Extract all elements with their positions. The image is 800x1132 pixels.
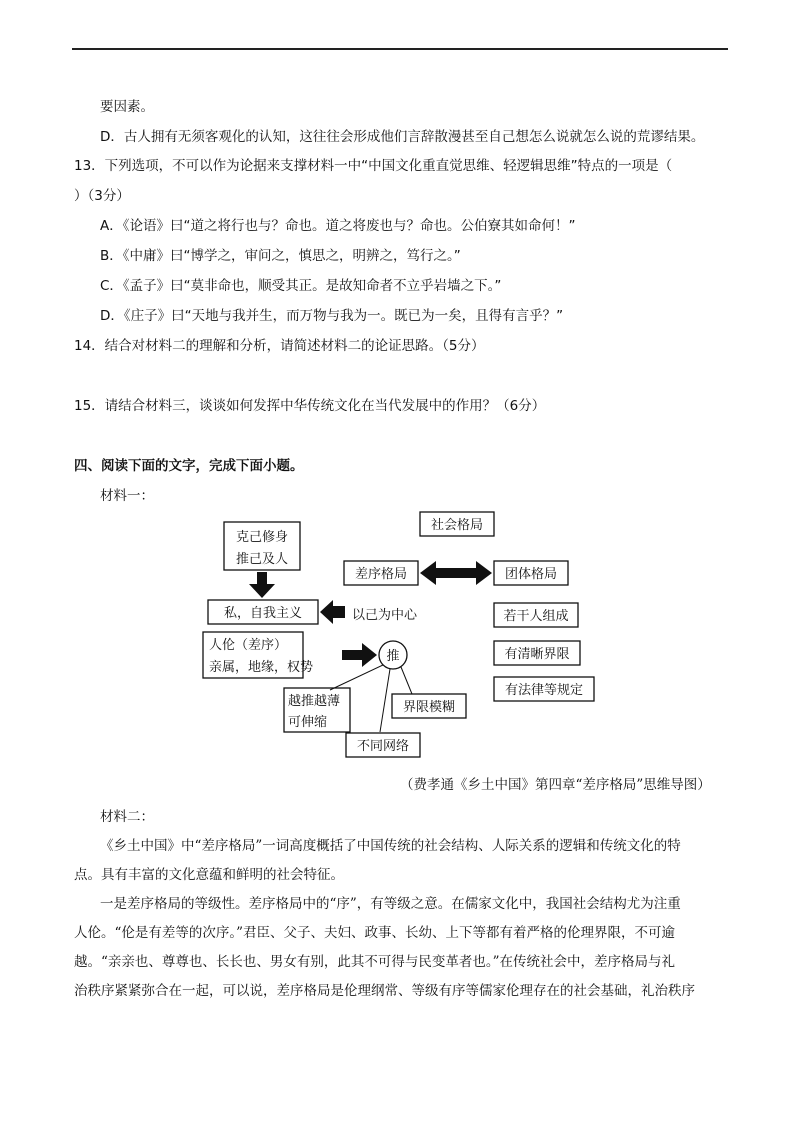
material2-paragraph-line: 点。具有丰富的文化意蕴和鲜明的社会特征。 xyxy=(74,867,344,883)
label-yuetui-2: 可伸缩 xyxy=(288,715,328,730)
option-d-13: D．《庄子》曰“天地与我并生，而万物与我为一。既已为一矣，且得有言乎？” xyxy=(100,308,564,324)
option-c-13: C．《孟子》曰“莫非命也，顺受其正。是故知命者不立乎岩墙之下。” xyxy=(100,278,502,294)
material2-paragraph-line: 越。“亲亲也、尊尊也、长长也、男女有别，此其不可得与民变革者也。”在传统社会中，差序格局与礼 xyxy=(74,954,676,970)
question-13-score: ）（3分） xyxy=(74,188,130,204)
arrow-left xyxy=(320,600,345,624)
option-a-13: A．《论语》曰“道之将行也与？命也。道之将废也与？命也。公伯寮其如命何！” xyxy=(100,218,576,234)
label-kejixiushen-2: 推己及人 xyxy=(235,552,289,567)
material2-paragraph-line: 《乡土中国》中“差序格局”一词高度概括了中国传统的社会结构、人际关系的逻辑和传统文化的特 xyxy=(100,838,681,854)
label-si: 私，自我主义 xyxy=(223,606,303,621)
label-qingxi: 有清晰界限 xyxy=(504,647,570,662)
question-15: 15．请结合材料三，谈谈如何发挥中华传统文化在当代发展中的作用？（6分） xyxy=(74,398,546,414)
option-b-13: B．《中庸》曰“博学之，审问之，慎思之，明辨之，笃行之。” xyxy=(100,248,461,264)
section-four-heading: 四、阅读下面的文字，完成下面小题。 xyxy=(74,458,304,474)
label-yijiweizhongxin: 以己为中心 xyxy=(352,608,418,623)
label-yuetui-1: 越推越薄 xyxy=(288,694,341,709)
arrow-down xyxy=(249,572,275,598)
material-one-label: 材料一： xyxy=(100,488,154,504)
label-falu: 有法律等规定 xyxy=(504,683,584,698)
label-tuantigeju: 团体格局 xyxy=(504,567,558,582)
material2-paragraph-line: 一是差序格局的等级性。差序格局中的“序”，有等级之意。在儒家文化中，我国社会结构尤为注重 xyxy=(100,896,681,912)
arrow-double xyxy=(420,561,492,585)
label-renlun-2: 亲属，地缘，权势 xyxy=(209,660,314,675)
label-ruogan: 若干人组成 xyxy=(503,609,569,624)
option-d-12: D．古人拥有无须客观化的认知，这往往会形成他们言辞散漫甚至自己想怎么说就怎么说的荒谬结果。 xyxy=(100,129,705,145)
label-kejixiushen-1: 克己修身 xyxy=(235,530,289,545)
text-line: 要因素。 xyxy=(100,99,154,115)
diagram-caption: （费孝通《乡土中国》第四章“差序格局”思维导图） xyxy=(400,777,711,793)
label-butong: 不同网络 xyxy=(356,739,410,754)
connector-jiexian xyxy=(401,667,412,694)
connector-yuetui xyxy=(330,665,383,690)
label-tui: 推 xyxy=(386,649,400,664)
material2-paragraph-line: 人伦。“伦是有差等的次序。”君臣、父子、夫妇、政事、长幼、上下等都有着严格的伦理界限，不可逾 xyxy=(74,925,676,941)
label-chaxugeju: 差序格局 xyxy=(354,567,408,582)
label-shehuigeju: 社会格局 xyxy=(430,518,484,533)
material-two-label: 材料二： xyxy=(100,809,154,825)
label-renlun-1: 人伦（差序） xyxy=(209,638,288,653)
question-14: 14．结合对材料二的理解和分析，请简述材料二的论证思路。（5分） xyxy=(74,338,485,354)
question-13: 13．下列选项，不可以作为论据来支撑材料一中“中国文化重直觉思维、轻逻辑思维”特点的一项是（ xyxy=(74,158,673,174)
material2-paragraph-line: 治秩序紧紧弥合在一起，可以说，差序格局是伦理纲常、等级有序等儒家伦理存在的社会基础，礼治秩序 xyxy=(74,983,695,999)
connector-butong xyxy=(380,669,390,732)
label-jiexian: 界限模糊 xyxy=(402,700,456,715)
arrow-right-tui xyxy=(342,643,377,667)
